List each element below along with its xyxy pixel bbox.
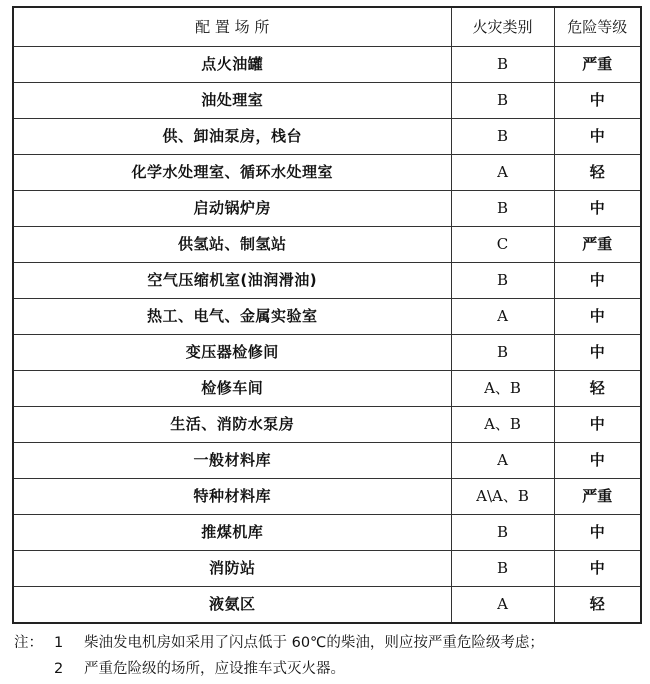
hazard-level-cell: 轻 bbox=[554, 587, 641, 624]
hazard-level-cell: 严重 bbox=[554, 47, 641, 83]
table-row bbox=[13, 227, 641, 263]
header-hazard-level: 危险等级 bbox=[554, 7, 641, 47]
table-row bbox=[13, 443, 641, 479]
hazard-level-cell: 严重 bbox=[554, 227, 641, 263]
fire-class-cell: B bbox=[451, 515, 554, 551]
table-row bbox=[13, 515, 641, 551]
place-cell: 推煤机库 bbox=[13, 515, 451, 551]
header-fire-class: 火灾类别 bbox=[451, 7, 554, 47]
hazard-level-cell: 中 bbox=[554, 119, 641, 155]
note-item bbox=[14, 630, 640, 656]
hazard-level-cell: 严重 bbox=[554, 479, 641, 515]
fire-class-cell: B bbox=[451, 191, 554, 227]
hazard-level-cell: 轻 bbox=[554, 371, 641, 407]
hazard-level-cell: 中 bbox=[554, 335, 641, 371]
note-text: 严重危险级的场所，应设推车式灭火器。 bbox=[84, 661, 345, 677]
place-cell: 一般材料库 bbox=[13, 443, 451, 479]
table-row bbox=[13, 371, 641, 407]
table-notes bbox=[14, 630, 640, 682]
fire-class-cell: A bbox=[451, 155, 554, 191]
fire-class-cell: B bbox=[451, 263, 554, 299]
hazard-level-cell: 中 bbox=[554, 263, 641, 299]
hazard-level-cell: 中 bbox=[554, 551, 641, 587]
place-cell: 启动锅炉房 bbox=[13, 191, 451, 227]
note-number: 1 bbox=[54, 635, 64, 651]
fire-class-cell: B bbox=[451, 551, 554, 587]
note-number: 2 bbox=[54, 661, 64, 677]
fire-class-cell: A、B bbox=[451, 371, 554, 407]
note-prefix: 注： bbox=[14, 635, 43, 651]
place-cell: 空气压缩机室(油润滑油) bbox=[13, 263, 451, 299]
hazard-level-cell: 中 bbox=[554, 83, 641, 119]
place-cell: 特种材料库 bbox=[13, 479, 451, 515]
place-cell: 化学水处理室、循环水处理室 bbox=[13, 155, 451, 191]
fire-class-cell: A bbox=[451, 299, 554, 335]
fire-class-cell: A bbox=[451, 443, 554, 479]
place-cell: 热工、电气、金属实验室 bbox=[13, 299, 451, 335]
place-cell: 消防站 bbox=[13, 551, 451, 587]
fire-class-cell: A、B bbox=[451, 407, 554, 443]
table-body bbox=[13, 47, 641, 624]
fire-extinguisher-config-table bbox=[12, 6, 642, 624]
table-row bbox=[13, 299, 641, 335]
table-row bbox=[13, 479, 641, 515]
place-cell: 供、卸油泵房，栈台 bbox=[13, 119, 451, 155]
header-place: 配 置 场 所 bbox=[13, 7, 451, 47]
table-header-row bbox=[13, 7, 641, 47]
fire-class-cell: A bbox=[451, 587, 554, 624]
fire-class-cell: B bbox=[451, 83, 554, 119]
hazard-level-cell: 中 bbox=[554, 191, 641, 227]
hazard-level-cell: 轻 bbox=[554, 155, 641, 191]
place-cell: 油处理室 bbox=[13, 83, 451, 119]
place-cell: 变压器检修间 bbox=[13, 335, 451, 371]
place-cell: 供氢站、制氢站 bbox=[13, 227, 451, 263]
place-cell: 检修车间 bbox=[13, 371, 451, 407]
table-row bbox=[13, 587, 641, 624]
fire-class-cell: B bbox=[451, 47, 554, 83]
table-row bbox=[13, 47, 641, 83]
fire-class-cell: B bbox=[451, 119, 554, 155]
place-cell: 点火油罐 bbox=[13, 47, 451, 83]
place-cell: 生活、消防水泵房 bbox=[13, 407, 451, 443]
table-row bbox=[13, 191, 641, 227]
hazard-level-cell: 中 bbox=[554, 299, 641, 335]
place-cell: 液氨区 bbox=[13, 587, 451, 624]
table-row bbox=[13, 263, 641, 299]
table-row bbox=[13, 335, 641, 371]
table-row bbox=[13, 155, 641, 191]
note-text: 柴油发电机房如采用了闪点低于 60℃的柴油，则应按严重危险级考虑； bbox=[84, 635, 544, 651]
hazard-level-cell: 中 bbox=[554, 515, 641, 551]
note-item bbox=[14, 656, 640, 682]
table-row bbox=[13, 407, 641, 443]
hazard-level-cell: 中 bbox=[554, 443, 641, 479]
fire-class-cell: B bbox=[451, 335, 554, 371]
fire-class-cell: C bbox=[451, 227, 554, 263]
table-row bbox=[13, 551, 641, 587]
table-row bbox=[13, 119, 641, 155]
table-row bbox=[13, 83, 641, 119]
hazard-level-cell: 中 bbox=[554, 407, 641, 443]
fire-class-cell: A\A、B bbox=[451, 479, 554, 515]
